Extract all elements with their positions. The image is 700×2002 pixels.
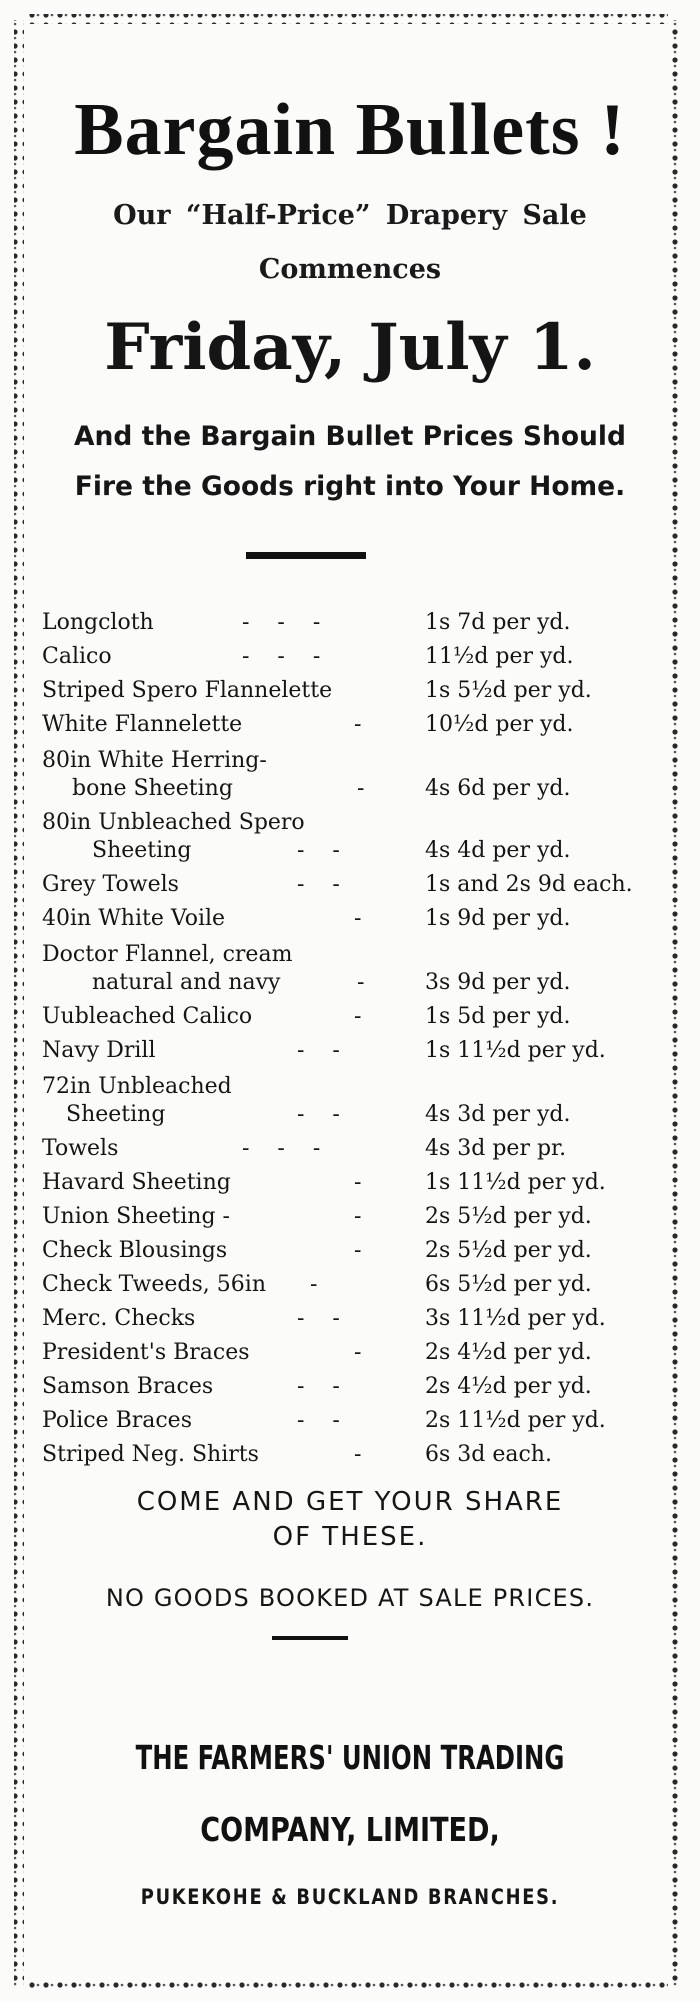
item-price: 4s 3d per pr.	[425, 1136, 567, 1161]
item-price: 4s 6d per yd.	[425, 776, 571, 801]
item-leader: - - -	[242, 1136, 321, 1161]
item-name: Merc. Checks	[42, 1306, 196, 1331]
item-price: 2s 5½d per yd.	[425, 1238, 592, 1263]
item-price: 1s 11½d per yd.	[425, 1170, 606, 1195]
item-leader: - -	[297, 1102, 340, 1127]
item-name-continued: bone Sheeting	[72, 776, 233, 801]
item-name: Samson Braces	[42, 1374, 214, 1399]
item-name: Striped Spero Flannelette	[42, 678, 333, 703]
company-name-line-1: THE FARMERS' UNION TRADING	[135, 1738, 565, 1777]
item-name: Navy Drill	[42, 1038, 156, 1063]
item-price: 1s 9d per yd.	[425, 906, 571, 931]
item-leader: -	[354, 1170, 362, 1195]
item-leader: - -	[297, 1408, 340, 1433]
item-price: 1s 5d per yd.	[425, 1004, 571, 1029]
item-price: 2s 4½d per yd.	[425, 1374, 592, 1399]
item-price: 6s 3d each.	[425, 1442, 552, 1467]
tagline-line-2: Fire the Goods right into Your Home.	[74, 471, 626, 502]
item-leader: - - -	[242, 644, 321, 669]
item-name: Uubleached Calico	[42, 1004, 253, 1029]
item-leader: -	[354, 1204, 362, 1229]
item-leader: -	[354, 1442, 362, 1467]
item-name: Police Braces	[42, 1408, 192, 1433]
item-name: Longcloth	[42, 610, 154, 635]
item-name: Havard Sheeting	[42, 1170, 231, 1195]
sale-subtitle-commences: Commences	[258, 254, 442, 285]
no-goods-notice: NO GOODS BOOKED AT SALE PRICES.	[105, 1584, 595, 1612]
item-name-continued: Sheeting	[66, 1102, 166, 1127]
item-name: President's Braces	[42, 1340, 250, 1365]
item-leader: - - -	[242, 610, 321, 635]
item-leader: -	[310, 1272, 318, 1297]
item-name: 80in White Herring-	[42, 748, 267, 773]
item-leader: -	[354, 1004, 362, 1029]
item-name: Check Blousings	[42, 1238, 228, 1263]
item-leader: -	[357, 776, 365, 801]
item-price: 1s 7d per yd.	[425, 610, 571, 635]
item-name: Striped Neg. Shirts	[42, 1442, 259, 1467]
branches-line: PUKEKOHE & BUCKLAND BRANCHES.	[140, 1885, 560, 1909]
item-name: 40in White Voile	[42, 906, 226, 931]
item-price: 1s and 2s 9d each.	[425, 872, 633, 897]
item-leader: -	[354, 712, 362, 737]
sale-subtitle: Our “Half-Price” Drapery Sale	[113, 200, 587, 231]
item-name: Check Tweeds, 56in	[42, 1272, 266, 1297]
item-name: Towels	[42, 1136, 119, 1161]
item-name: White Flannelette	[42, 712, 243, 737]
item-price: 6s 5½d per yd.	[425, 1272, 592, 1297]
item-price: 11½d per yd.	[425, 644, 574, 669]
item-price: 3s 11½d per yd.	[425, 1306, 606, 1331]
item-price: 2s 11½d per yd.	[425, 1408, 606, 1433]
item-name: Union Sheeting -	[42, 1204, 230, 1229]
item-price: 4s 4d per yd.	[425, 838, 571, 863]
item-leader: -	[354, 906, 362, 931]
item-leader: - -	[297, 1374, 340, 1399]
footer-divider-rule	[272, 1636, 348, 1640]
item-price: 10½d per yd.	[425, 712, 574, 737]
item-name-continued: Sheeting	[92, 838, 192, 863]
item-name: Doctor Flannel, cream	[42, 942, 293, 967]
item-price: 3s 9d per yd.	[425, 970, 571, 995]
item-leader: - -	[297, 1038, 340, 1063]
item-price: 1s 5½d per yd.	[425, 678, 592, 703]
item-price: 2s 5½d per yd.	[425, 1204, 592, 1229]
item-name: Calico	[42, 644, 112, 669]
call-to-action-line-2: OF THESE.	[272, 1522, 428, 1552]
item-name: Grey Towels	[42, 872, 179, 897]
item-leader: - -	[297, 1306, 340, 1331]
item-leader: -	[354, 1238, 362, 1263]
company-name-line-2: COMPANY, LIMITED,	[200, 1810, 500, 1849]
item-leader: - -	[297, 872, 340, 897]
tagline-line-1: And the Bargain Bullet Prices Should	[74, 421, 626, 452]
item-name-continued: natural and navy	[92, 970, 281, 995]
item-price: 4s 3d per yd.	[425, 1102, 571, 1127]
divider-rule	[246, 552, 366, 559]
item-name: 72in Unbleached	[42, 1074, 232, 1099]
item-leader: -	[354, 1340, 362, 1365]
item-leader: -	[357, 970, 365, 995]
headline: Bargain Bullets !	[74, 89, 626, 171]
item-price: 2s 4½d per yd.	[425, 1340, 592, 1365]
sale-date: Friday, July 1.	[104, 310, 596, 385]
item-price: 1s 11½d per yd.	[425, 1038, 606, 1063]
item-name: 80in Unbleached Spero	[42, 810, 305, 835]
item-leader: - -	[297, 838, 340, 863]
tagline	[40, 412, 660, 512]
call-to-action-line-1: COME AND GET YOUR SHARE	[136, 1487, 564, 1517]
